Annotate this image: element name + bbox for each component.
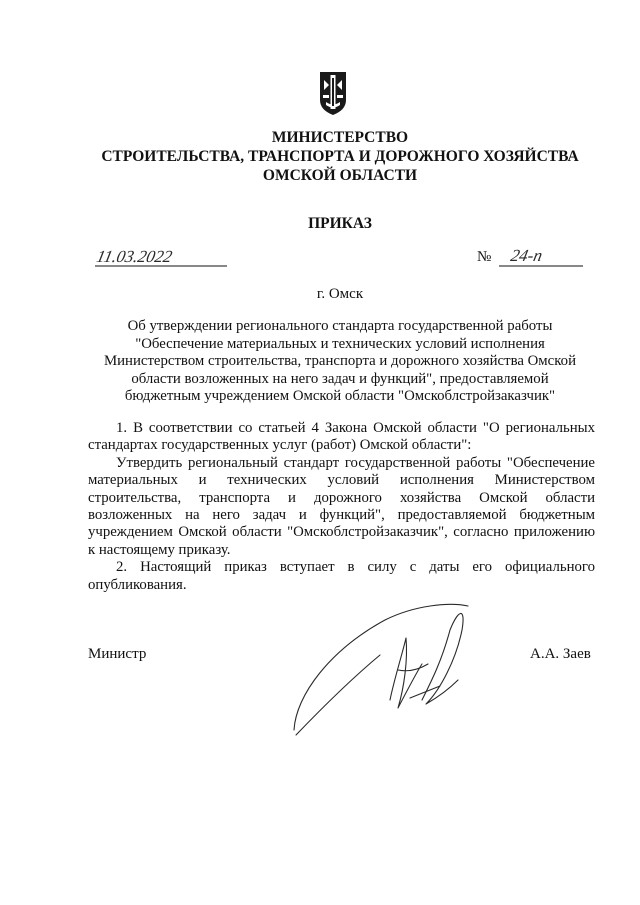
ministry-name-line-3: ОМСКОЙ ОБЛАСТИ [262, 167, 418, 184]
body-paragraph-1: 1. В соответствии со статьей 4 Закона Омской области "О региональных стандартах государственных услуг (работ) Омской области": [88, 420, 595, 454]
subject-line: бюджетным учреждением Омской области "Омскоблстройзаказчик" [124, 388, 556, 405]
city-line: г. Омск [316, 286, 364, 302]
order-number-label: № [477, 249, 492, 265]
body-paragraph-2: Утвердить региональный стандарт государственной работы "Обеспечение материальных и технических условий исполнения Министерством строительства, транспорта и дорожного хозяйства Омской области возложенных на него задач и функций", предоставляемой бюджетным учреждением Омской области "Омскоблстройзаказчик", согласно приложению к настоящему приказу. [88, 454, 595, 558]
document-type-title: ПРИКАЗ [308, 215, 372, 232]
handwritten-order-number [499, 246, 583, 268]
handwritten-signature [290, 600, 475, 750]
body-paragraph-3: 2. Настоящий приказ вступает в силу с даты его официального опубликования. [88, 559, 595, 593]
order-subject [78, 318, 602, 406]
subject-line: "Обеспечение материальных и технических условий исполнения [135, 335, 545, 352]
coat-of-arms-icon [318, 70, 348, 116]
signatory-role: Министр [88, 646, 147, 662]
handwritten-date-text: 11.03.2022 [95, 247, 174, 266]
subject-line: Министерством строительства, транспорта и дорожного хозяйства Омской [103, 353, 576, 370]
subject-line: области возложенных на него задач и функций", предоставляемой [131, 370, 549, 387]
ministry-name-line-1: МИНИСТЕРСТВО [271, 129, 409, 146]
handwritten-date [95, 246, 227, 268]
subject-line: Об утверждении регионального стандарта государственной работы [127, 318, 553, 334]
signatory-name: А.А. Заев [530, 646, 591, 662]
order-body [88, 420, 595, 594]
handwritten-number-text: 24-п [508, 246, 545, 265]
ministry-name-line-2: СТРОИТЕЛЬСТВА, ТРАНСПОРТА И ДОРОЖНОГО ХОЗЯЙСТВА [101, 148, 579, 165]
